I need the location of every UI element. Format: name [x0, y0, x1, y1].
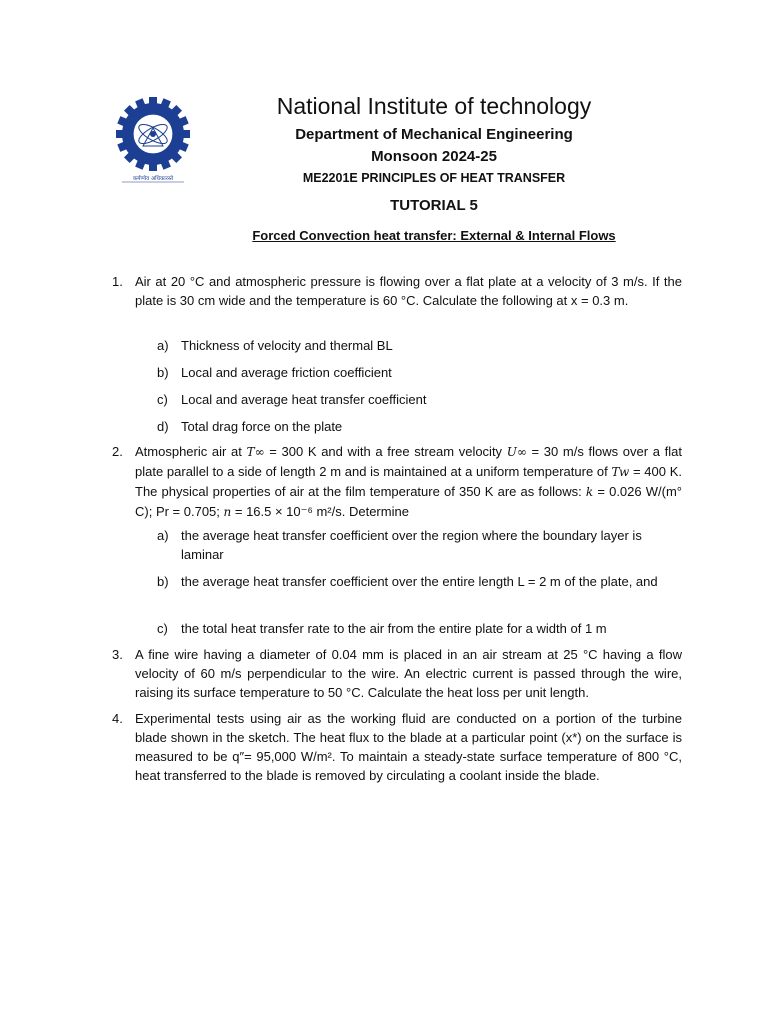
question-1-part-d: d) Total drag force on the plate: [157, 419, 343, 434]
question-number: 3.: [112, 647, 123, 662]
question-1-part-b: b) Local and average friction coefficient: [157, 365, 392, 380]
course-title: ME2201E PRINCIPLES OF HEAT TRANSFER: [302, 171, 566, 185]
question-text: A fine wire having a diameter of 0.04 mm is placed in an air stream at 25 °C having a flow velocity of 60 m/s perpendicular to the wire. An electric current is passed through the wire, raising its surface temperature to 50 °C. Calculate the heat loss per unit length.: [135, 647, 682, 700]
question-text: Air at 20 °C and atmospheric pressure is flowing over a flat plate at a velocity of 3 m/s. If the plate is 30 cm wide and the temperature is 60 °C. Calculate the following at x = 0.3 m.: [135, 274, 682, 308]
question-2: [112, 442, 682, 522]
question-2-part-b: b) the average heat transfer coefficient over the entire length L = 2 m of the plate, and: [157, 574, 658, 589]
question-number: 4.: [112, 711, 123, 726]
question-4: [112, 709, 682, 785]
department-name: Department of Mechanical Engineering: [295, 126, 573, 143]
question-number: 1.: [112, 274, 123, 289]
topic-title: Forced Convection heat transfer: External & Internal Flows: [252, 228, 616, 243]
question-3: [112, 645, 682, 702]
session: Monsoon 2024-25: [371, 148, 497, 165]
institute-name: National Institute of technology: [276, 93, 592, 119]
institute-logo: [116, 97, 190, 185]
logo-motto: कर्मण्येव अधिकारस्ते: [132, 176, 174, 182]
question-number: 2.: [112, 444, 123, 459]
question-1-part-a: a) Thickness of velocity and thermal BL: [157, 338, 393, 353]
question-text: Experimental tests using air as the working fluid are conducted on a portion of the turbine blade shown in the sketch. The heat flux to the blade at a particular point (x*) on the surface is measured to be q″= 95,000 W/m². To maintain a steady-state surface temperature of 800 °C, heat transferred to the blade is removed by circulating a coolant inside the blade.: [135, 711, 682, 783]
tutorial-title: TUTORIAL 5: [390, 197, 478, 214]
question-2-part-a: a) the average heat transfer coefficient over the region where the boundary layer is laminar: [157, 528, 642, 562]
question-2-part-c: c) the total heat transfer rate to the air from the entire plate for a width of 1 m: [157, 621, 607, 636]
question-text: Atmospheric air at T∞ = 300 K and with a free stream velocity U∞ = 30 m/s flows over a flat plate parallel to a side of length 2 m and is maintained at a uniform temperature of Tw = 400 K. The physical properties of air at the film temperature of 350 K are as follows: k = 0.026 W/(m° C); Pr = 0.705; n = 16.5 × 10⁻⁶ m²/s. Determine: [135, 444, 683, 519]
question-1-part-c: c) Local and average heat transfer coefficient: [157, 392, 427, 407]
question-1: [112, 272, 682, 310]
